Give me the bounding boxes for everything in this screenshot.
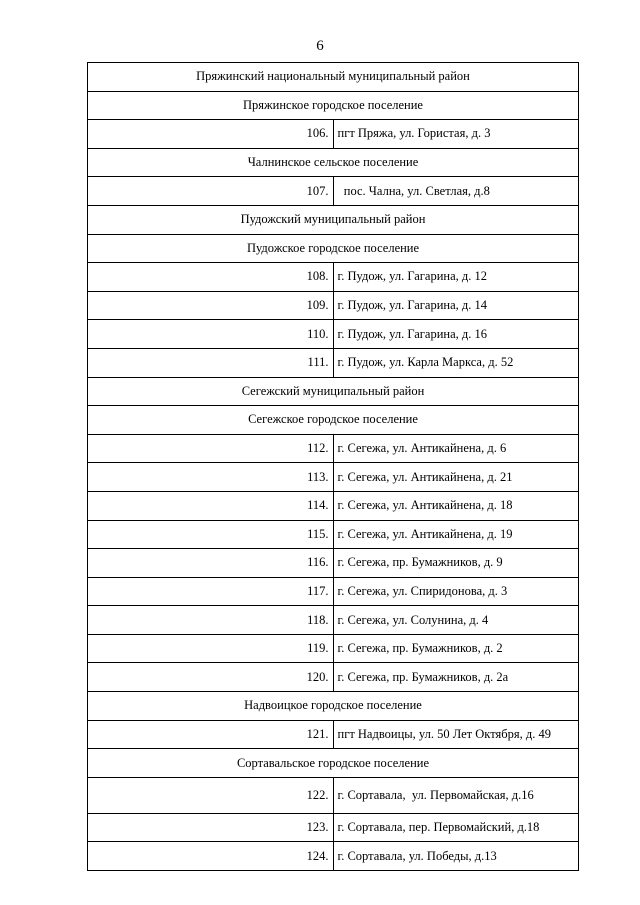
section-header-row — [88, 377, 579, 406]
address-row — [88, 491, 579, 520]
address-row — [88, 320, 579, 349]
address-row — [88, 177, 579, 206]
address-row — [88, 549, 579, 578]
address-text: г. Сегежа, ул. Спиридонова, д. 3 — [333, 577, 579, 606]
row-number: 119. — [88, 634, 334, 663]
section-header: Надвоицкое городское поселение — [88, 692, 579, 721]
section-header: Пудожский муниципальный район — [88, 205, 579, 234]
address-row — [88, 777, 579, 813]
address-text: г. Сегежа, ул. Антикайнена, д. 18 — [333, 491, 579, 520]
address-row — [88, 634, 579, 663]
address-row — [88, 348, 579, 377]
address-text: г. Сегежа, пр. Бумажников, д. 9 — [333, 549, 579, 578]
section-header-row — [88, 148, 579, 177]
section-header: Чалнинское сельское поселение — [88, 148, 579, 177]
address-row — [88, 520, 579, 549]
section-header: Сегежский муниципальный район — [88, 377, 579, 406]
address-text: пгт Надвоицы, ул. 50 Лет Октября, д. 49 — [333, 720, 579, 749]
section-header-row — [88, 234, 579, 263]
address-text: г. Сортавала, пер. Первомайский, д.18 — [333, 813, 579, 842]
row-number: 124. — [88, 842, 334, 871]
row-number: 113. — [88, 463, 334, 492]
address-table-body — [88, 63, 579, 871]
address-row — [88, 606, 579, 635]
address-text: г. Сортавала, ул. Первомайская, д.16 — [333, 777, 579, 813]
address-text: г. Сегежа, ул. Антикайнена, д. 21 — [333, 463, 579, 492]
address-table — [87, 62, 579, 871]
row-number: 110. — [88, 320, 334, 349]
row-number: 118. — [88, 606, 334, 635]
page-number: 6 — [316, 38, 324, 54]
address-text: г. Пудож, ул. Гагарина, д. 16 — [333, 320, 579, 349]
address-text: пгт Пряжа, ул. Гористая, д. 3 — [333, 120, 579, 149]
section-header-row — [88, 205, 579, 234]
row-number: 122. — [88, 777, 334, 813]
address-row — [88, 263, 579, 292]
address-text: г. Сегежа, пр. Бумажников, д. 2а — [333, 663, 579, 692]
section-header-row — [88, 63, 579, 92]
section-header-row — [88, 692, 579, 721]
address-text: г. Сегежа, ул. Солунина, д. 4 — [333, 606, 579, 635]
section-header-row — [88, 749, 579, 778]
address-row — [88, 120, 579, 149]
address-row — [88, 663, 579, 692]
row-number: 111. — [88, 348, 334, 377]
row-number: 121. — [88, 720, 334, 749]
address-row — [88, 434, 579, 463]
row-number: 112. — [88, 434, 334, 463]
address-row — [88, 842, 579, 871]
section-header: Пряжинский национальный муниципальный район — [88, 63, 579, 92]
section-header: Сегежское городское поселение — [88, 406, 579, 435]
section-header: Пряжинское городское поселение — [88, 91, 579, 120]
address-text: пос. Чална, ул. Светлая, д.8 — [333, 177, 579, 206]
row-number: 117. — [88, 577, 334, 606]
row-number: 106. — [88, 120, 334, 149]
row-number: 120. — [88, 663, 334, 692]
address-row — [88, 577, 579, 606]
address-row — [88, 291, 579, 320]
address-text: г. Пудож, ул. Гагарина, д. 14 — [333, 291, 579, 320]
row-number: 114. — [88, 491, 334, 520]
row-number: 115. — [88, 520, 334, 549]
address-text: г. Пудож, ул. Карла Маркса, д. 52 — [333, 348, 579, 377]
address-text: г. Сортавала, ул. Победы, д.13 — [333, 842, 579, 871]
row-number: 109. — [88, 291, 334, 320]
row-number: 107. — [88, 177, 334, 206]
section-header: Сортавальское городское поселение — [88, 749, 579, 778]
address-row — [88, 463, 579, 492]
address-text: г. Пудож, ул. Гагарина, д. 12 — [333, 263, 579, 292]
address-row — [88, 813, 579, 842]
section-header-row — [88, 406, 579, 435]
section-header: Пудожское городское поселение — [88, 234, 579, 263]
address-text: г. Сегежа, ул. Антикайнена, д. 19 — [333, 520, 579, 549]
row-number: 108. — [88, 263, 334, 292]
row-number: 116. — [88, 549, 334, 578]
row-number: 123. — [88, 813, 334, 842]
section-header-row — [88, 91, 579, 120]
address-text: г. Сегежа, ул. Антикайнена, д. 6 — [333, 434, 579, 463]
address-text: г. Сегежа, пр. Бумажников, д. 2 — [333, 634, 579, 663]
address-row — [88, 720, 579, 749]
